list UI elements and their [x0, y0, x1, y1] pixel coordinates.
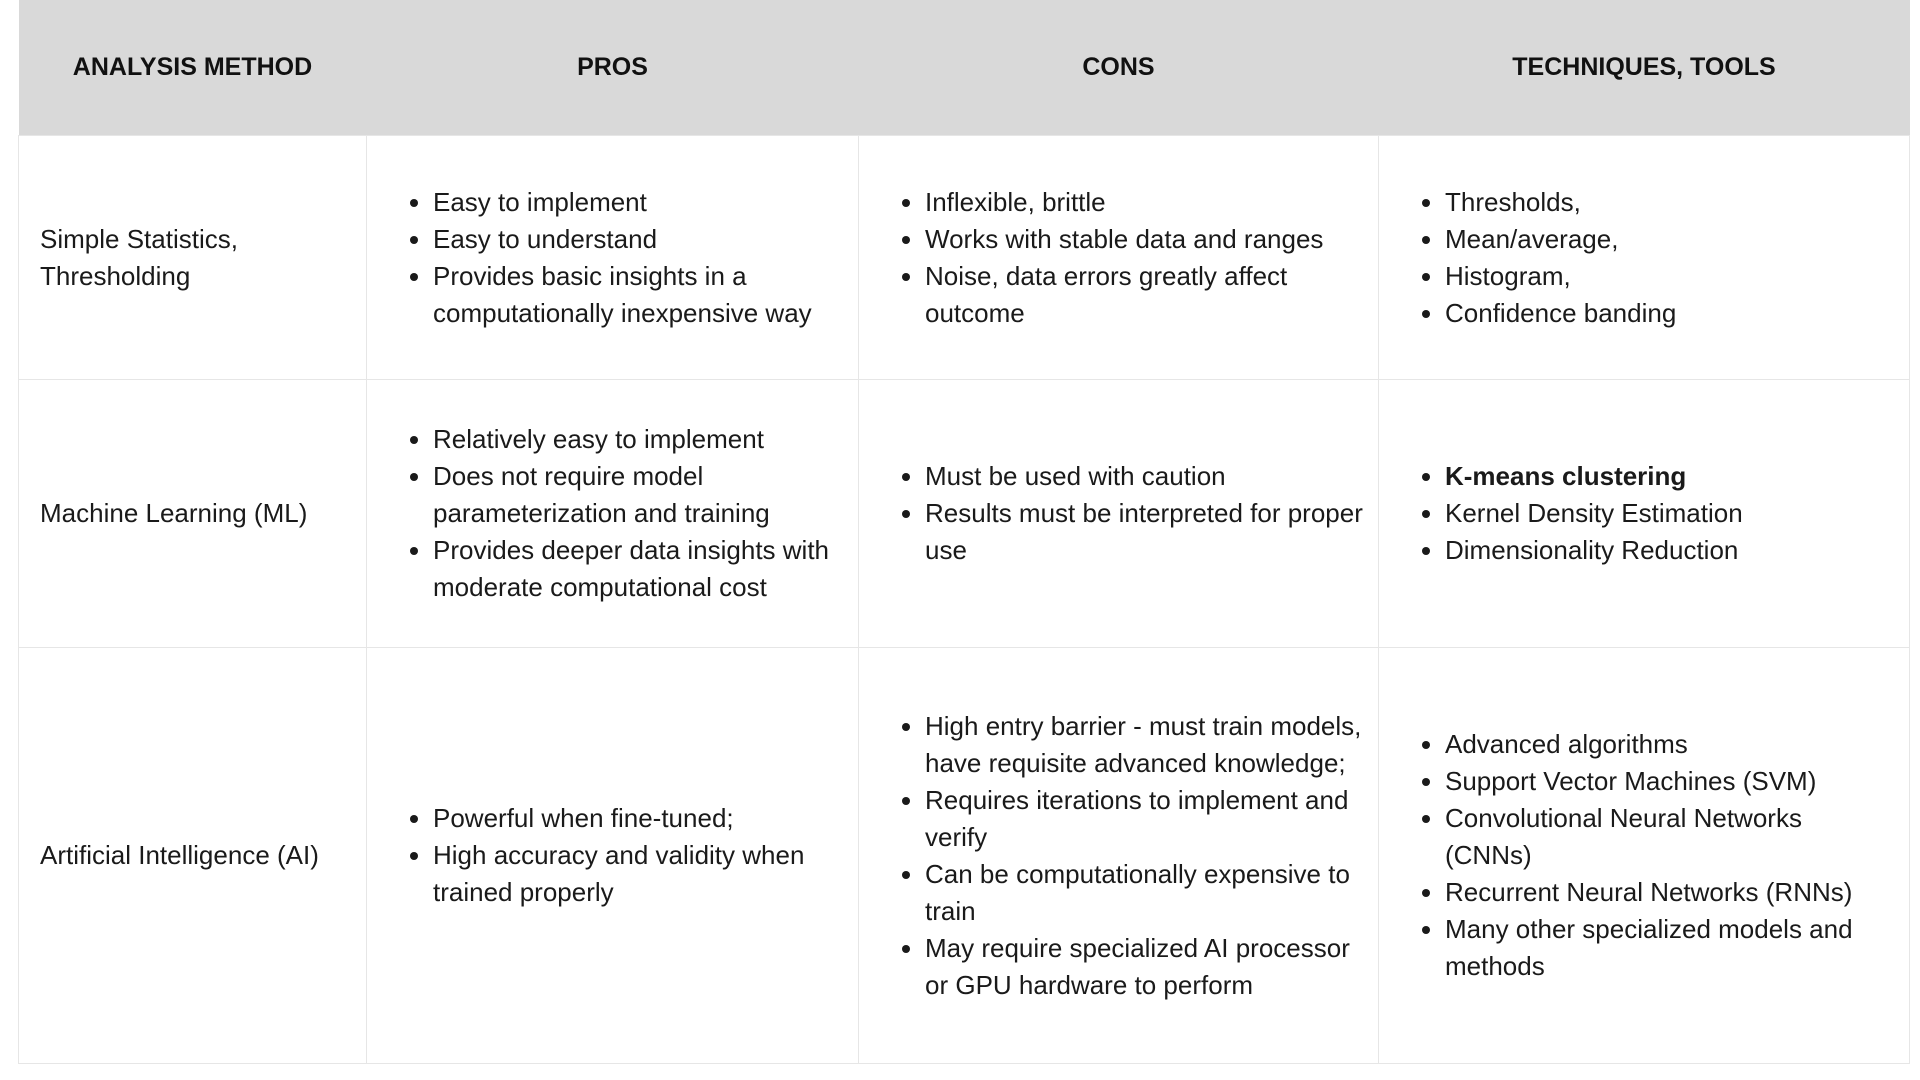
tools-list [1379, 458, 1909, 569]
list-item: • Advanced algorithms [1445, 726, 1895, 763]
list-item: • Support Vector Machines (SVM) [1445, 763, 1895, 800]
method-cell: Simple Statistics, Thresholding [19, 136, 367, 380]
table-body [19, 136, 1910, 1064]
table-row [19, 648, 1910, 1064]
list-item: • Works with stable data and ranges [925, 221, 1364, 258]
header-row [19, 0, 1910, 136]
list-item: • Easy to implement [433, 184, 844, 221]
list-item: • Results must be interpreted for proper use [925, 495, 1364, 569]
list-item: • Can be computationally expensive to train [925, 856, 1364, 930]
list-item: • Histogram, [1445, 258, 1895, 295]
list-item: • Many other specialized models and methods [1445, 911, 1895, 985]
list-item: • Recurrent Neural Networks (RNNs) [1445, 874, 1895, 911]
pros-list [367, 421, 858, 606]
table-header [19, 0, 1910, 136]
header-analysis-method: ANALYSIS METHOD [19, 0, 367, 136]
header-cons: CONS [859, 0, 1379, 136]
tools-list [1379, 726, 1909, 985]
list-item: • Kernel Density Estimation [1445, 495, 1895, 532]
list-item: • Noise, data errors greatly affect outcome [925, 258, 1364, 332]
list-item: • Relatively easy to implement [433, 421, 844, 458]
pros-cell [367, 380, 859, 648]
list-item: • Does not require model parameterization and training [433, 458, 844, 532]
method-cell: Artificial Intelligence (AI) [19, 648, 367, 1064]
header-pros: PROS [367, 0, 859, 136]
list-item: • Easy to understand [433, 221, 844, 258]
cons-cell [859, 380, 1379, 648]
list-item: • High accuracy and validity when trained properly [433, 837, 844, 911]
pros-cell [367, 648, 859, 1064]
list-item: • Confidence banding [1445, 295, 1895, 332]
cons-list [859, 708, 1378, 1004]
header-techniques-tools: TECHNIQUES, TOOLS [1379, 0, 1910, 136]
list-item: • K-means clustering [1445, 458, 1895, 495]
cons-list [859, 458, 1378, 569]
table-row [19, 136, 1910, 380]
list-item: • Provides deeper data insights with moderate computational cost [433, 532, 844, 606]
cons-list [859, 184, 1378, 332]
list-item: • Requires iterations to implement and verify [925, 782, 1364, 856]
list-item: • May require specialized AI processor or GPU hardware to perform [925, 930, 1364, 1004]
tools-cell [1379, 136, 1910, 380]
list-item: • Convolutional Neural Networks (CNNs) [1445, 800, 1895, 874]
list-item: • Must be used with caution [925, 458, 1364, 495]
pros-list [367, 184, 858, 332]
pros-list [367, 800, 858, 911]
list-item: • Dimensionality Reduction [1445, 532, 1895, 569]
tools-list [1379, 184, 1909, 332]
list-item: • High entry barrier - must train models, have requisite advanced knowledge; [925, 708, 1364, 782]
pros-cell [367, 136, 859, 380]
table-row [19, 380, 1910, 648]
list-item: • Mean/average, [1445, 221, 1895, 258]
tools-cell [1379, 380, 1910, 648]
cons-cell [859, 136, 1379, 380]
tools-cell [1379, 648, 1910, 1064]
method-cell: Machine Learning (ML) [19, 380, 367, 648]
comparison-table [18, 0, 1910, 1064]
list-item: • Inflexible, brittle [925, 184, 1364, 221]
list-item: • Powerful when fine-tuned; [433, 800, 844, 837]
cons-cell [859, 648, 1379, 1064]
list-item: • Thresholds, [1445, 184, 1895, 221]
list-item: • Provides basic insights in a computationally inexpensive way [433, 258, 844, 332]
